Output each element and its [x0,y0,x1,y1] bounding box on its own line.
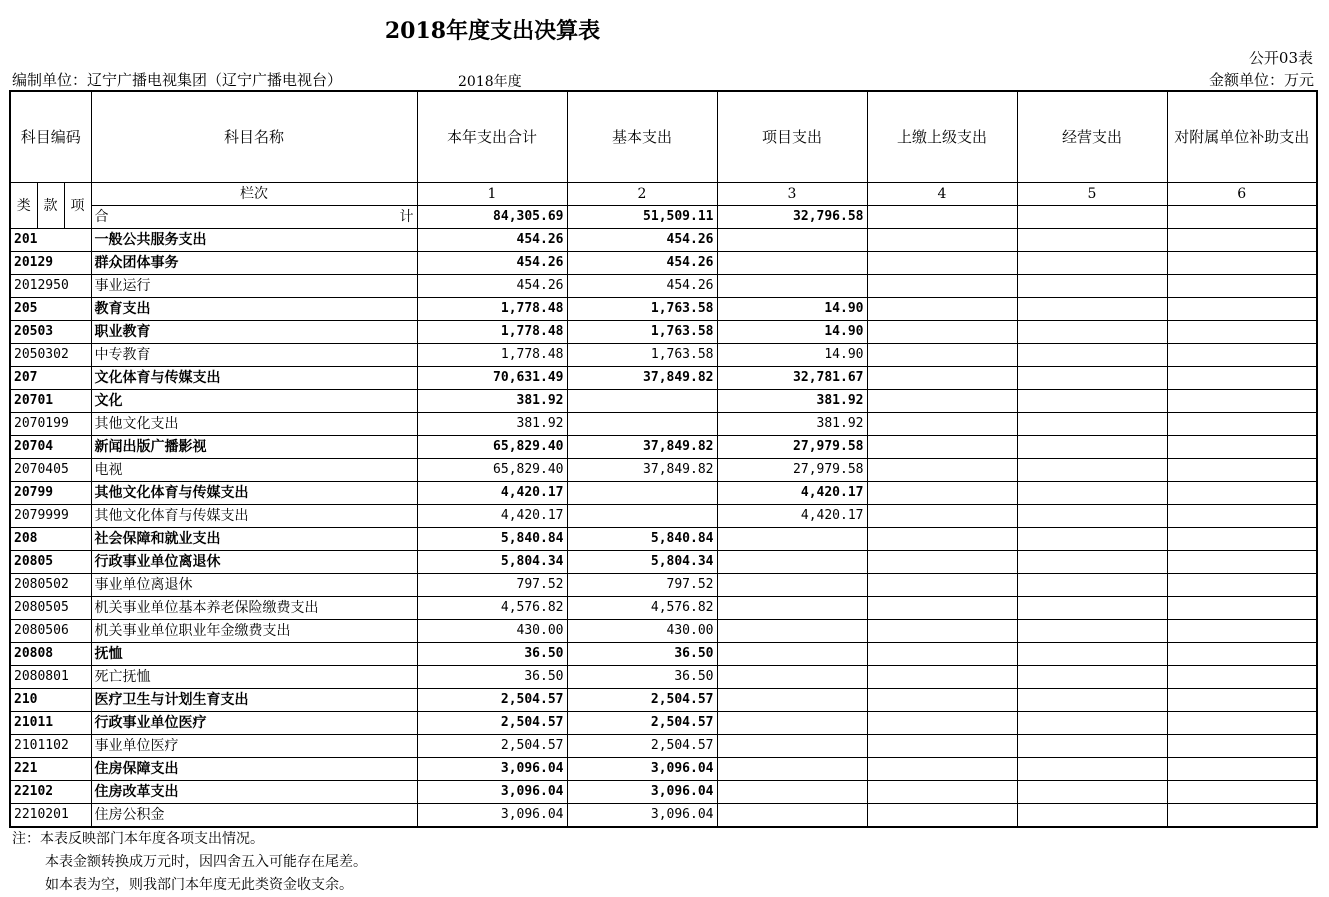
row-basic: 5,840.84 [567,528,717,551]
row-name: 死亡抚恤 [91,666,417,689]
row-total: 36.50 [417,643,567,666]
row-code: 201 [10,229,91,252]
row-business [1017,505,1167,528]
row-project: 4,420.17 [717,505,867,528]
table-row [10,252,1317,275]
total-label-right: 计 [399,209,414,225]
column-index-label: 栏次 [91,183,417,206]
row-subsidy [1167,781,1317,804]
row-total: 454.26 [417,275,567,298]
row-business [1017,804,1167,828]
column-index-4: 4 [867,183,1017,206]
row-basic: 37,849.82 [567,436,717,459]
row-project [717,712,867,735]
row-upper [867,804,1017,828]
row-name: 事业单位医疗 [91,735,417,758]
row-code: 2080502 [10,574,91,597]
row-code: 2079999 [10,505,91,528]
row-business [1017,459,1167,482]
row-business [1017,344,1167,367]
row-project: 381.92 [717,413,867,436]
row-code: 2080801 [10,666,91,689]
notes [12,828,367,897]
row-code: 2210201 [10,804,91,828]
row-code: 2070405 [10,459,91,482]
row-total: 4,420.17 [417,482,567,505]
row-upper [867,551,1017,574]
row-business [1017,321,1167,344]
row-name: 住房保障支出 [91,758,417,781]
row-subsidy [1167,551,1317,574]
row-name: 教育支出 [91,298,417,321]
row-name: 群众团体事务 [91,252,417,275]
table-row [10,367,1317,390]
row-code: 207 [10,367,91,390]
row-basic: 454.26 [567,229,717,252]
table-row [10,390,1317,413]
row-name: 抚恤 [91,643,417,666]
row-total: 3,096.04 [417,781,567,804]
column-index-row [10,183,1317,206]
row-upper [867,643,1017,666]
row-subsidy [1167,735,1317,758]
row-project [717,735,867,758]
row-name: 中专教育 [91,344,417,367]
row-name: 机关事业单位基本养老保险缴费支出 [91,597,417,620]
row-code: 20805 [10,551,91,574]
row-name: 一般公共服务支出 [91,229,417,252]
row-project: 381.92 [717,390,867,413]
row-code: 210 [10,689,91,712]
row-subsidy [1167,482,1317,505]
row-project [717,551,867,574]
table-row [10,482,1317,505]
row-name: 住房公积金 [91,804,417,828]
row-project [717,574,867,597]
row-upper [867,298,1017,321]
total-project: 32,796.58 [717,206,867,229]
row-project: 14.90 [717,298,867,321]
row-code: 2050302 [10,344,91,367]
table-row [10,804,1317,828]
row-name: 医疗卫生与计划生育支出 [91,689,417,712]
table-row [10,344,1317,367]
row-code: 20129 [10,252,91,275]
row-total: 454.26 [417,229,567,252]
row-basic: 1,763.58 [567,321,717,344]
row-upper [867,482,1017,505]
row-code: 21011 [10,712,91,735]
total-row [10,206,1317,229]
row-business [1017,436,1167,459]
row-total: 70,631.49 [417,367,567,390]
row-name: 行政事业单位离退休 [91,551,417,574]
row-name: 事业运行 [91,275,417,298]
row-subsidy [1167,367,1317,390]
total-subsidy [1167,206,1317,229]
table-row [10,712,1317,735]
column-index-3: 3 [717,183,867,206]
row-basic: 37,849.82 [567,459,717,482]
row-code: 2070199 [10,413,91,436]
row-name: 社会保障和就业支出 [91,528,417,551]
row-code: 2012950 [10,275,91,298]
row-upper [867,321,1017,344]
row-basic [567,505,717,528]
column-index-2: 2 [567,183,717,206]
row-project [717,528,867,551]
row-project [717,781,867,804]
row-project: 32,781.67 [717,367,867,390]
total-sum: 84,305.69 [417,206,567,229]
row-subsidy [1167,298,1317,321]
table-row [10,643,1317,666]
total-basic: 51,509.11 [567,206,717,229]
fiscal-year: 2018年度 [458,74,522,90]
row-basic [567,390,717,413]
header-subsidy: 对附属单位补助支出 [1167,91,1317,183]
header-row [10,91,1317,183]
amount-unit: 金额单位：万元 [1208,71,1314,89]
row-basic: 430.00 [567,620,717,643]
row-name: 其他文化支出 [91,413,417,436]
row-project [717,758,867,781]
note-line-2: 本表金额转换成万元时，因四舍五入可能存在尾差。 [45,854,367,870]
table-row [10,574,1317,597]
row-project [717,275,867,298]
row-subsidy [1167,344,1317,367]
meta-row [12,69,1314,89]
row-total: 5,804.34 [417,551,567,574]
row-total: 2,504.57 [417,712,567,735]
column-index-5: 5 [1017,183,1167,206]
row-code: 20799 [10,482,91,505]
row-code: 2101102 [10,735,91,758]
row-project [717,252,867,275]
row-total: 430.00 [417,620,567,643]
row-basic: 4,576.82 [567,597,717,620]
row-basic [567,413,717,436]
table-row [10,229,1317,252]
row-upper [867,252,1017,275]
row-basic: 2,504.57 [567,712,717,735]
header-basic: 基本支出 [567,91,717,183]
row-project: 14.90 [717,321,867,344]
row-subsidy [1167,712,1317,735]
row-subsidy [1167,321,1317,344]
row-subsidy [1167,804,1317,828]
header-business: 经营支出 [1017,91,1167,183]
row-business [1017,758,1167,781]
row-total: 4,420.17 [417,505,567,528]
row-business [1017,689,1167,712]
table-row [10,298,1317,321]
row-name: 电视 [91,459,417,482]
row-subsidy [1167,574,1317,597]
row-name: 住房改革支出 [91,781,417,804]
row-basic: 3,096.04 [567,758,717,781]
row-basic: 36.50 [567,666,717,689]
row-upper [867,229,1017,252]
table-row [10,781,1317,804]
table-row [10,597,1317,620]
row-project [717,229,867,252]
row-subsidy [1167,528,1317,551]
row-total: 5,840.84 [417,528,567,551]
row-business [1017,252,1167,275]
row-business [1017,781,1167,804]
row-total: 3,096.04 [417,758,567,781]
row-total: 2,504.57 [417,689,567,712]
row-subsidy [1167,666,1317,689]
row-upper [867,367,1017,390]
row-basic [567,482,717,505]
row-basic: 797.52 [567,574,717,597]
row-business [1017,390,1167,413]
row-basic: 5,804.34 [567,551,717,574]
row-total: 65,829.40 [417,436,567,459]
row-basic: 2,504.57 [567,689,717,712]
note-line-3: 如本表为空，则我部门本年度无此类资金收支余。 [45,877,353,893]
row-total: 1,778.48 [417,298,567,321]
row-upper [867,620,1017,643]
row-upper [867,528,1017,551]
row-subsidy [1167,252,1317,275]
row-project: 27,979.58 [717,459,867,482]
row-basic: 2,504.57 [567,735,717,758]
row-name: 其他文化体育与传媒支出 [91,482,417,505]
row-project: 27,979.58 [717,436,867,459]
table-row [10,666,1317,689]
row-business [1017,413,1167,436]
row-upper [867,390,1017,413]
row-name: 文化体育与传媒支出 [91,367,417,390]
row-code: 205 [10,298,91,321]
row-project [717,620,867,643]
row-total: 381.92 [417,413,567,436]
row-total: 381.92 [417,390,567,413]
page-title: 2018年度支出决算表 [384,18,601,44]
header-code: 科目编码 [10,91,91,183]
table-row [10,735,1317,758]
row-project: 4,420.17 [717,482,867,505]
row-business [1017,712,1167,735]
table-row [10,436,1317,459]
row-upper [867,735,1017,758]
table-row [10,758,1317,781]
row-total: 65,829.40 [417,459,567,482]
table-row [10,459,1317,482]
row-project [717,689,867,712]
row-subsidy [1167,643,1317,666]
row-subsidy [1167,758,1317,781]
row-business [1017,597,1167,620]
row-subsidy [1167,275,1317,298]
table-row [10,505,1317,528]
row-code: 22102 [10,781,91,804]
row-name: 机关事业单位职业年金缴费支出 [91,620,417,643]
row-code: 2080505 [10,597,91,620]
row-code: 2080506 [10,620,91,643]
table-row [10,689,1317,712]
row-subsidy [1167,597,1317,620]
row-total: 1,778.48 [417,321,567,344]
row-upper [867,712,1017,735]
table-row [10,528,1317,551]
row-basic: 1,763.58 [567,298,717,321]
total-upper [867,206,1017,229]
header-name: 科目名称 [91,91,417,183]
row-business [1017,643,1167,666]
row-upper [867,689,1017,712]
row-total: 1,778.48 [417,344,567,367]
row-upper [867,436,1017,459]
row-project [717,643,867,666]
row-name: 职业教育 [91,321,417,344]
form-number: 公开03表 [1248,49,1313,67]
row-code: 20704 [10,436,91,459]
column-index-6: 6 [1167,183,1317,206]
row-upper [867,459,1017,482]
row-name: 新闻出版广播影视 [91,436,417,459]
row-upper [867,781,1017,804]
table-row [10,413,1317,436]
row-total: 2,504.57 [417,735,567,758]
row-business [1017,367,1167,390]
row-business [1017,275,1167,298]
column-index-1: 1 [417,183,567,206]
row-code: 20701 [10,390,91,413]
row-basic: 37,849.82 [567,367,717,390]
row-name: 行政事业单位医疗 [91,712,417,735]
row-subsidy [1167,689,1317,712]
row-code: 20503 [10,321,91,344]
row-subsidy [1167,620,1317,643]
note-line-1: 注：本表反映部门本年度各项支出情况。 [12,831,264,847]
table-row [10,275,1317,298]
row-subsidy [1167,413,1317,436]
total-label-cell [91,206,417,229]
row-business [1017,574,1167,597]
row-upper [867,666,1017,689]
row-total: 3,096.04 [417,804,567,828]
row-basic: 454.26 [567,252,717,275]
table-row [10,620,1317,643]
row-business [1017,551,1167,574]
header-upper: 上缴上级支出 [867,91,1017,183]
row-total: 797.52 [417,574,567,597]
expenditure-table [9,90,1318,828]
total-business [1017,206,1167,229]
compiling-unit: 编制单位：辽宁广播电视集团（辽宁广播电视台） [12,71,343,89]
row-total: 454.26 [417,252,567,275]
row-subsidy [1167,390,1317,413]
row-upper [867,413,1017,436]
row-project [717,804,867,828]
row-business [1017,298,1167,321]
row-business [1017,482,1167,505]
row-subsidy [1167,505,1317,528]
row-business [1017,620,1167,643]
row-upper [867,758,1017,781]
header-kuan: 款 [37,183,64,229]
row-basic: 1,763.58 [567,344,717,367]
row-code: 208 [10,528,91,551]
total-label-left: 合 [94,209,109,225]
header-xiang: 项 [64,183,91,229]
row-total: 36.50 [417,666,567,689]
row-total: 4,576.82 [417,597,567,620]
header-total: 本年支出合计 [417,91,567,183]
row-upper [867,275,1017,298]
row-subsidy [1167,436,1317,459]
row-project [717,597,867,620]
row-code: 221 [10,758,91,781]
row-upper [867,505,1017,528]
row-basic: 36.50 [567,643,717,666]
row-business [1017,666,1167,689]
row-basic: 3,096.04 [567,781,717,804]
row-subsidy [1167,459,1317,482]
row-upper [867,574,1017,597]
row-basic: 3,096.04 [567,804,717,828]
table-row [10,551,1317,574]
row-project: 14.90 [717,344,867,367]
row-name: 事业单位离退休 [91,574,417,597]
row-name: 其他文化体育与传媒支出 [91,505,417,528]
row-upper [867,344,1017,367]
header-project: 项目支出 [717,91,867,183]
row-name: 文化 [91,390,417,413]
row-upper [867,597,1017,620]
row-project [717,666,867,689]
row-business [1017,735,1167,758]
row-business [1017,528,1167,551]
header-lei: 类 [10,183,37,229]
row-business [1017,229,1167,252]
table-row [10,321,1317,344]
row-code: 20808 [10,643,91,666]
row-basic: 454.26 [567,275,717,298]
row-subsidy [1167,229,1317,252]
